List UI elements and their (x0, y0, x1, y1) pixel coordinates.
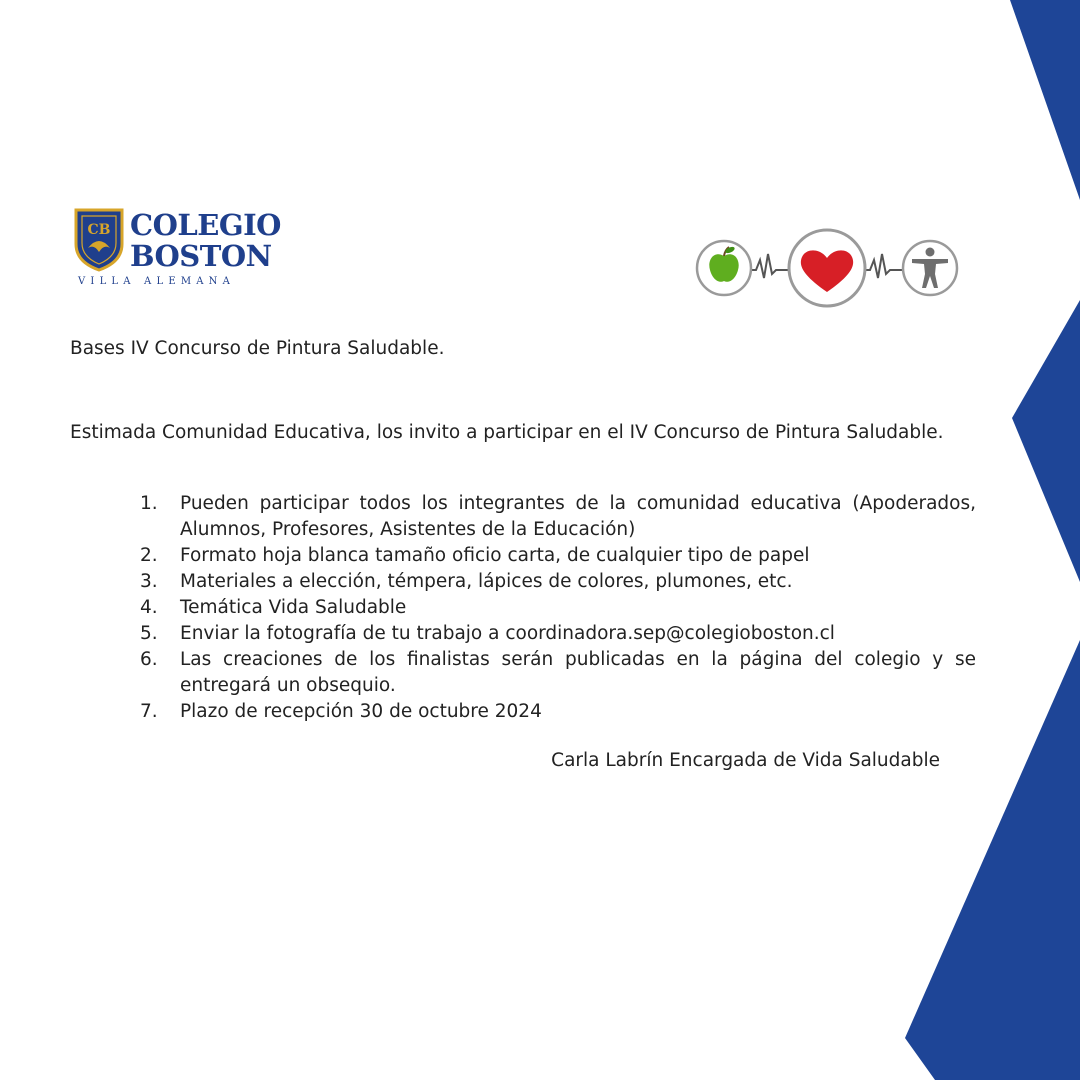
list-item-number: 4. (140, 597, 158, 618)
logo-line-villa-alemana: VILLA ALEMANA (78, 276, 236, 287)
heartbeat-line-left (750, 254, 794, 278)
list-item-number: 6. (140, 649, 158, 670)
list-item (140, 491, 976, 543)
logo-line-boston: BOSTON (130, 239, 272, 273)
list-item (140, 543, 976, 569)
shield-icon (74, 208, 124, 272)
list-item-text: Materiales a elección, témpera, lápices de colores, plumones, etc. (180, 571, 793, 592)
list-item (140, 647, 976, 699)
list-item-number: 3. (140, 571, 158, 592)
heartbeat-line-right (860, 254, 906, 278)
rules-list (140, 491, 976, 725)
list-item (140, 621, 976, 647)
school-logo (74, 206, 284, 292)
intro-paragraph: Estimada Comunidad Educativa, los invito a participar en el IV Concurso de Pintura Saludable. (70, 422, 944, 443)
list-item-number: 1. (140, 493, 158, 514)
list-item-number: 7. (140, 701, 158, 722)
list-item-number: 5. (140, 623, 158, 644)
list-item (140, 595, 976, 621)
list-item-text: Formato hoja blanca tamaño oficio carta, de cualquier tipo de papel (180, 545, 810, 566)
list-item-text: Pueden participar todos los integrantes de la comunidad educativa (Apoderados, Alumnos, Profesores, Asistentes de la Educación) (180, 493, 976, 540)
shield-monogram: CB (87, 222, 111, 238)
zigzag-middle-shape (1012, 300, 1080, 582)
list-item (140, 569, 976, 595)
signature: Carla Labrín Encargada de Vida Saludable (551, 750, 940, 771)
list-item-text: Las creaciones de los finalistas serán publicadas en la página del colegio y se entregará un obsequio. (180, 649, 976, 696)
list-item (140, 699, 976, 725)
logo-line-colegio: COLEGIO (130, 208, 281, 242)
list-item-text: Temática Vida Saludable (180, 597, 407, 618)
list-item-text: Plazo de recepción 30 de octubre 2024 (180, 701, 542, 722)
list-item-text: Enviar la fotografía de tu trabajo a coordinadora.sep@colegioboston.cl (180, 623, 835, 644)
list-item-number: 2. (140, 545, 158, 566)
document-title: Bases IV Concurso de Pintura Saludable. (70, 338, 445, 359)
zigzag-top-shape (1010, 0, 1080, 200)
healthy-life-icon (694, 226, 960, 310)
